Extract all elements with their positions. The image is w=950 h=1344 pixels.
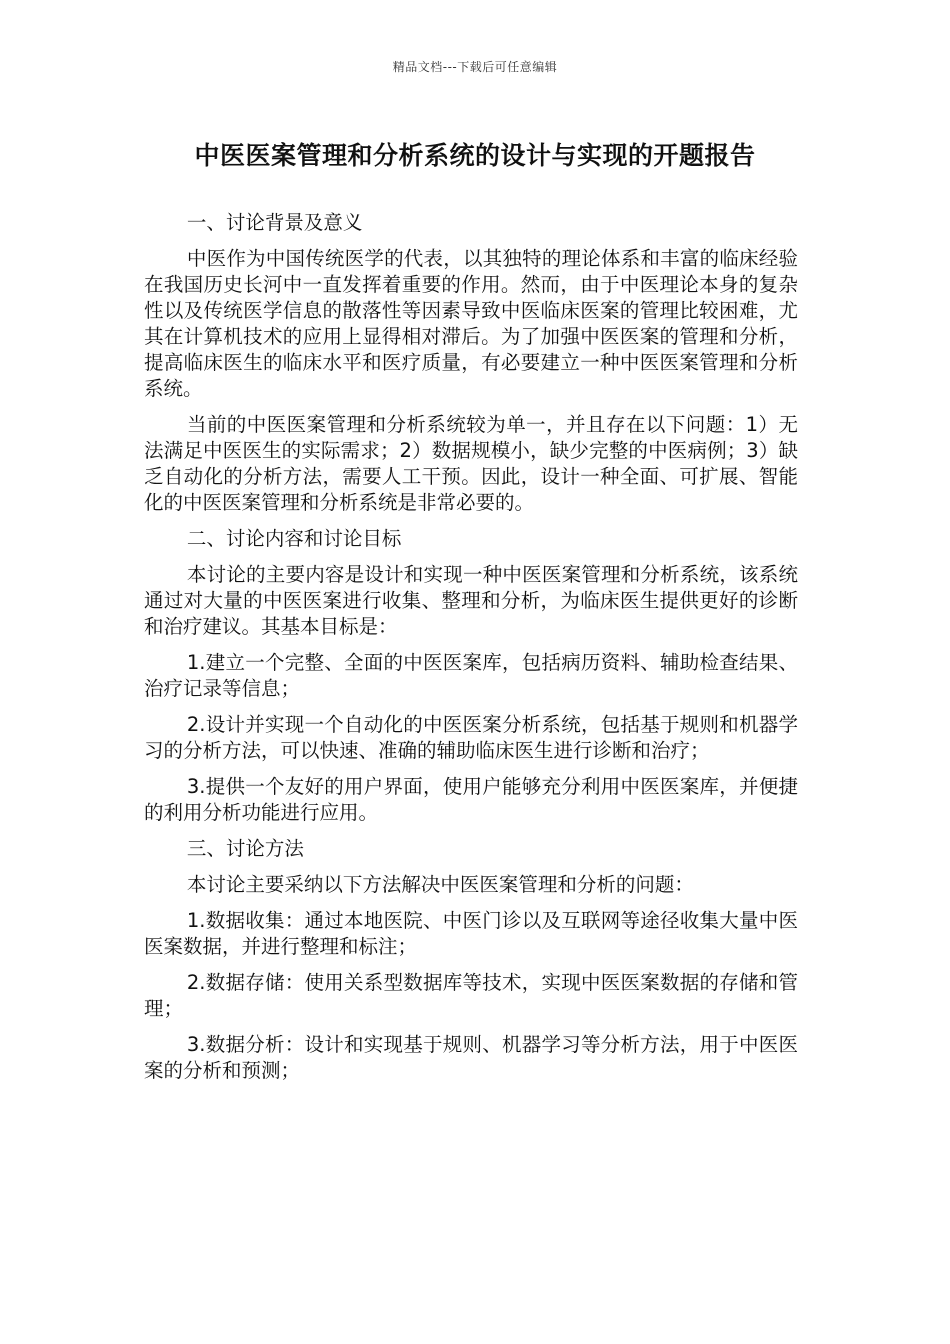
section-heading-background: 一、讨论背景及意义	[186, 211, 363, 234]
paragraph-goal-3: 3.提供一个友好的用户界面，使用户能够充分利用中医医案库，并便捷的利用分析功能进行应用。	[144, 775, 798, 824]
paragraph-method-2: 2.数据存储：使用关系型数据库等技术，实现中医医案数据的存储和管理；	[144, 971, 798, 1020]
paragraph-goal-2: 2.设计并实现一个自动化的中医医案分析系统，包括基于规则和机器学习的分析方法，可以快速、准确的辅助临床医生进行诊断和治疗；	[144, 713, 798, 762]
document-body	[144, 210, 798, 1094]
section-heading-methods: 三、讨论方法	[186, 837, 304, 860]
paragraph-background-2: 当前的中医医案管理和分析系统较为单一，并且存在以下问题：1）无法满足中医医生的实际需求；2）数据规模小，缺少完整的中医病例；3）缺乏自动化的分析方法，需要人工干预。因此，设计一种全面、可扩展、智能化的中医医案管理和分析系统是非常必要的。	[144, 413, 798, 514]
section-heading-content-goals: 二、讨论内容和讨论目标	[186, 527, 402, 550]
paragraph-content-intro: 本讨论的主要内容是设计和实现一种中医医案管理和分析系统，该系统通过对大量的中医医案进行收集、整理和分析，为临床医生提供更好的诊断和治疗建议。其基本目标是：	[144, 563, 798, 638]
paragraph-goal-1: 1.建立一个完整、全面的中医医案库，包括病历资料、辅助检查结果、治疗记录等信息；	[144, 651, 798, 700]
paragraph-method-3: 3.数据分析：设计和实现基于规则、机器学习等分析方法，用于中医医案的分析和预测；	[144, 1033, 798, 1082]
paragraph-methods-intro: 本讨论主要采纳以下方法解决中医医案管理和分析的问题：	[186, 873, 694, 896]
paragraph-background-1: 中医作为中国传统医学的代表，以其独特的理论体系和丰富的临床经验在我国历史长河中一直发挥着重要的作用。然而，由于中医理论本身的复杂性以及传统医学信息的散落性等因素导致中医临床医案的管理比较困难，尤其在计算机技术的应用上显得相对滞后。为了加强中医医案的管理和分析，提高临床医生的临床水平和医疗质量，有必要建立一种中医医案管理和分析系统。	[144, 247, 798, 400]
document-title: 中医医案管理和分析系统的设计与实现的开题报告	[194, 141, 756, 170]
paragraph-method-1: 1.数据收集：通过本地医院、中医门诊以及互联网等途径收集大量中医医案数据，并进行整理和标注；	[144, 909, 798, 958]
header-note: 精品文档---下载后可任意编辑	[392, 60, 558, 74]
